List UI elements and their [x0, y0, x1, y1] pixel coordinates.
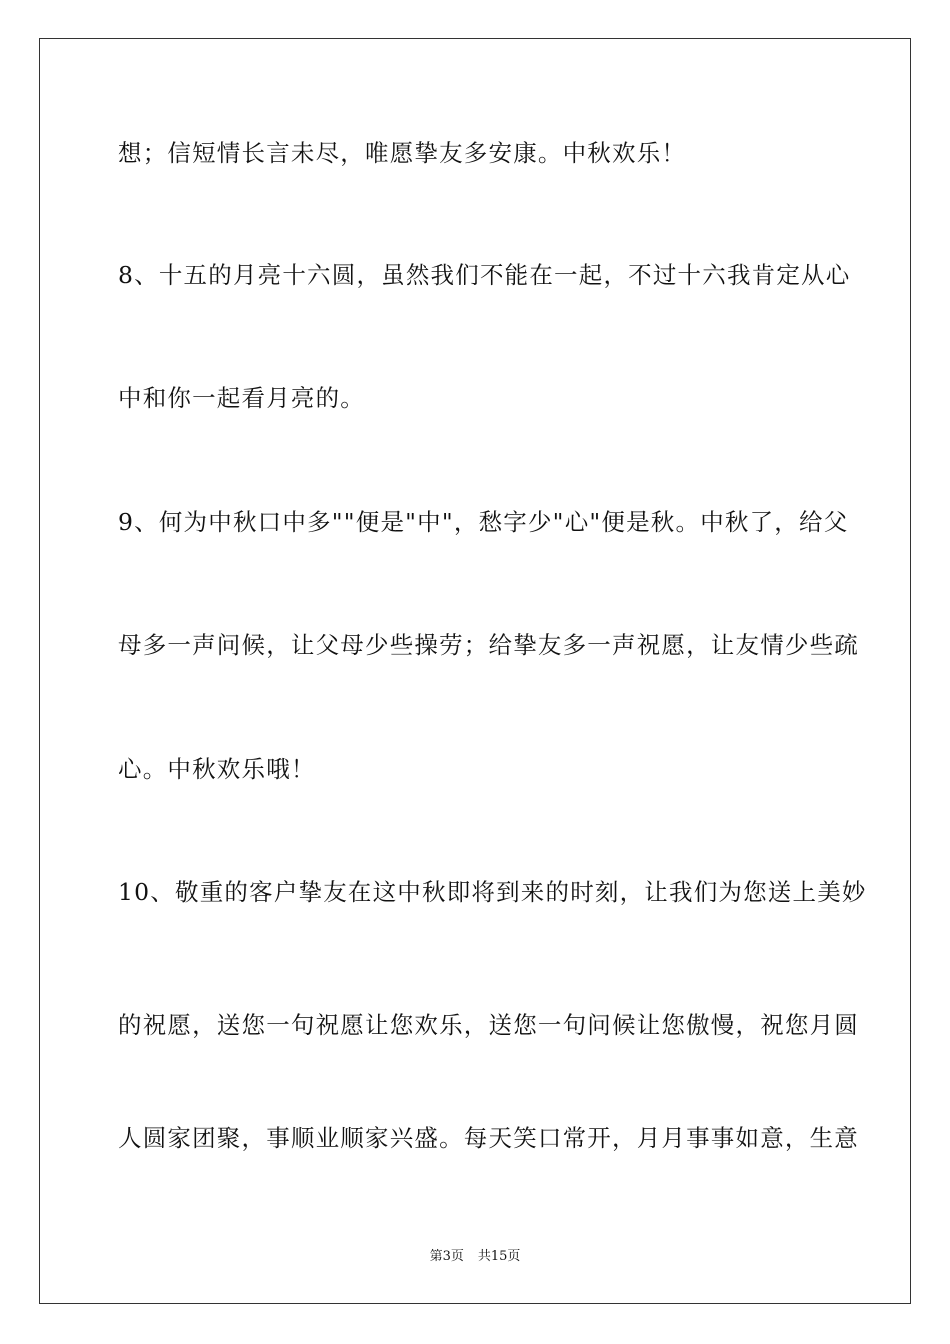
- text-line: 的祝愿，送您一句祝愿让您欢乐，送您一句问候让您傲慢，祝您月圆: [118, 1011, 859, 1039]
- text-line: 心。中秋欢乐哦！: [118, 755, 316, 783]
- text-line: 母多一声问候，让父母少些操劳；给挚友多一声祝愿，让友情少些疏: [118, 631, 859, 659]
- page-frame: [39, 38, 911, 1304]
- text-line: 人圆家团聚，事顺业顺家兴盛。每天笑口常开，月月事事如意，生意: [118, 1124, 859, 1152]
- text-line: 10、敬重的客户挚友在这中秋即将到来的时刻，让我们为您送上美妙: [118, 878, 867, 906]
- text-line: 8、十五的月亮十六圆，虽然我们不能在一起，不过十六我肯定从心: [118, 261, 851, 289]
- text-line: 9、何为中秋口中多""便是"中"，愁字少"心"便是秋。中秋了，给父: [118, 508, 849, 536]
- total-pages: 共15页: [477, 1249, 521, 1264]
- page-number: 第3页: [429, 1249, 464, 1264]
- text-line: 中和你一起看月亮的。: [118, 384, 365, 412]
- text-line: 想；信短情长言未尽，唯愿挚友多安康。中秋欢乐！: [118, 139, 687, 167]
- page-footer: [0, 1248, 950, 1266]
